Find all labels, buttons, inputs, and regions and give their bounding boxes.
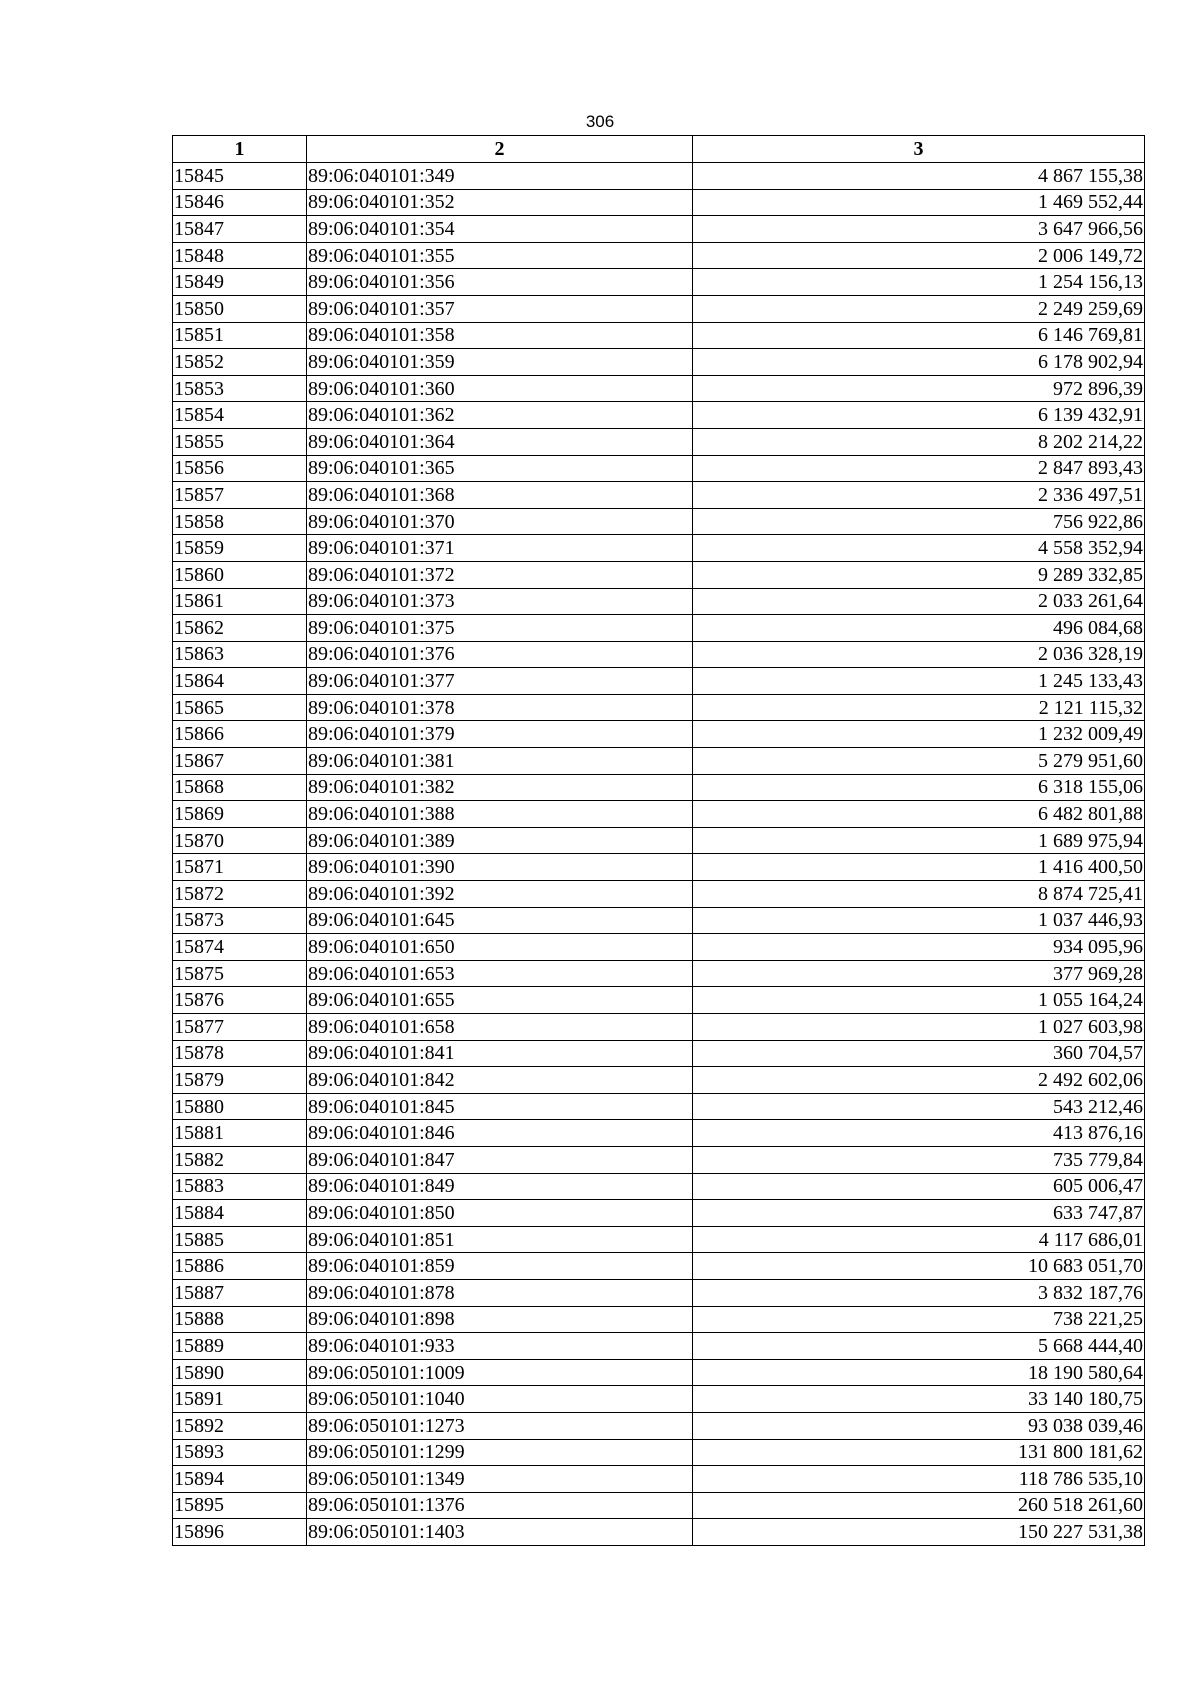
table-row: [173, 694, 1145, 721]
row-number-cell: 15858: [173, 508, 307, 535]
cadastral-number-cell: 89:06:040101:365: [307, 455, 693, 482]
cadastral-number-cell: 89:06:040101:377: [307, 668, 693, 695]
cadastral-number-cell: 89:06:050101:1403: [307, 1519, 693, 1546]
table-row: [173, 1492, 1145, 1519]
value-cell: 3 832 187,76: [693, 1279, 1145, 1306]
cadastral-value-table: [172, 135, 1145, 1546]
value-cell: 93 038 039,46: [693, 1412, 1145, 1439]
row-number-cell: 15860: [173, 561, 307, 588]
cadastral-number-cell: 89:06:040101:658: [307, 1014, 693, 1041]
cadastral-number-cell: 89:06:040101:368: [307, 482, 693, 509]
cadastral-number-cell: 89:06:050101:1040: [307, 1386, 693, 1413]
cadastral-number-cell: 89:06:040101:389: [307, 827, 693, 854]
row-number-cell: 15878: [173, 1040, 307, 1067]
table-row: [173, 907, 1145, 934]
cadastral-number-cell: 89:06:040101:655: [307, 987, 693, 1014]
table-row: [173, 1386, 1145, 1413]
table-row: [173, 854, 1145, 881]
value-cell: 2 036 328,19: [693, 641, 1145, 668]
table-row: [173, 1306, 1145, 1333]
row-number-cell: 15866: [173, 721, 307, 748]
table-row: [173, 216, 1145, 243]
cadastral-number-cell: 89:06:040101:370: [307, 508, 693, 535]
table-row: [173, 295, 1145, 322]
row-number-cell: 15849: [173, 269, 307, 296]
value-cell: 2 847 893,43: [693, 455, 1145, 482]
value-cell: 8 202 214,22: [693, 428, 1145, 455]
table-row: [173, 774, 1145, 801]
table-row: [173, 1093, 1145, 1120]
cadastral-number-cell: 89:06:040101:645: [307, 907, 693, 934]
table-row: [173, 721, 1145, 748]
table-row: [173, 322, 1145, 349]
row-number-cell: 15845: [173, 163, 307, 190]
table-row: [173, 1040, 1145, 1067]
row-number-cell: 15889: [173, 1333, 307, 1360]
value-cell: 5 279 951,60: [693, 748, 1145, 775]
row-number-cell: 15854: [173, 402, 307, 429]
value-cell: 6 318 155,06: [693, 774, 1145, 801]
row-number-cell: 15851: [173, 322, 307, 349]
cadastral-number-cell: 89:06:040101:841: [307, 1040, 693, 1067]
row-number-cell: 15868: [173, 774, 307, 801]
table-row: [173, 934, 1145, 961]
cadastral-number-cell: 89:06:050101:1009: [307, 1359, 693, 1386]
cadastral-number-cell: 89:06:040101:653: [307, 960, 693, 987]
value-cell: 150 227 531,38: [693, 1519, 1145, 1546]
cadastral-number-cell: 89:06:040101:851: [307, 1226, 693, 1253]
row-number-cell: 15871: [173, 854, 307, 881]
table-row: [173, 1200, 1145, 1227]
value-cell: 10 683 051,70: [693, 1253, 1145, 1280]
table-row: [173, 402, 1145, 429]
row-number-cell: 15862: [173, 615, 307, 642]
cadastral-number-cell: 89:06:040101:859: [307, 1253, 693, 1280]
value-cell: 8 874 725,41: [693, 881, 1145, 908]
table-row: [173, 1279, 1145, 1306]
table-row: [173, 1466, 1145, 1493]
cadastral-number-cell: 89:06:050101:1349: [307, 1466, 693, 1493]
row-number-cell: 15896: [173, 1519, 307, 1546]
row-number-cell: 15867: [173, 748, 307, 775]
value-cell: 4 867 155,38: [693, 163, 1145, 190]
value-cell: 6 139 432,91: [693, 402, 1145, 429]
page-number: 306: [585, 112, 615, 131]
row-number-cell: 15892: [173, 1412, 307, 1439]
row-number-cell: 15856: [173, 455, 307, 482]
cadastral-number-cell: 89:06:040101:381: [307, 748, 693, 775]
cadastral-number-cell: 89:06:040101:850: [307, 1200, 693, 1227]
row-number-cell: 15885: [173, 1226, 307, 1253]
table-row: [173, 482, 1145, 509]
table-row: [173, 987, 1145, 1014]
value-cell: 6 178 902,94: [693, 349, 1145, 376]
cadastral-number-cell: 89:06:050101:1376: [307, 1492, 693, 1519]
value-cell: 2 006 149,72: [693, 242, 1145, 269]
table-header-row: [173, 136, 1145, 163]
cadastral-number-cell: 89:06:040101:847: [307, 1146, 693, 1173]
table-row: [173, 1333, 1145, 1360]
cadastral-number-cell: 89:06:040101:355: [307, 242, 693, 269]
row-number-cell: 15848: [173, 242, 307, 269]
cadastral-number-cell: 89:06:040101:362: [307, 402, 693, 429]
row-number-cell: 15880: [173, 1093, 307, 1120]
value-cell: 9 289 332,85: [693, 561, 1145, 588]
value-cell: 2 492 602,06: [693, 1067, 1145, 1094]
row-number-cell: 15857: [173, 482, 307, 509]
row-number-cell: 15891: [173, 1386, 307, 1413]
table-row: [173, 349, 1145, 376]
value-cell: 1 254 156,13: [693, 269, 1145, 296]
table-row: [173, 1120, 1145, 1147]
cadastral-number-cell: 89:06:040101:842: [307, 1067, 693, 1094]
table-row: [173, 960, 1145, 987]
table-row: [173, 375, 1145, 402]
table-row: [173, 1146, 1145, 1173]
cadastral-number-cell: 89:06:040101:360: [307, 375, 693, 402]
table-row: [173, 827, 1145, 854]
cadastral-number-cell: 89:06:040101:376: [307, 641, 693, 668]
row-number-cell: 15874: [173, 934, 307, 961]
row-number-cell: 15876: [173, 987, 307, 1014]
value-cell: 1 037 446,93: [693, 907, 1145, 934]
cadastral-number-cell: 89:06:040101:354: [307, 216, 693, 243]
table-row: [173, 588, 1145, 615]
value-cell: 18 190 580,64: [693, 1359, 1145, 1386]
table-row: [173, 163, 1145, 190]
cadastral-number-cell: 89:06:040101:349: [307, 163, 693, 190]
row-number-cell: 15864: [173, 668, 307, 695]
cadastral-number-cell: 89:06:050101:1299: [307, 1439, 693, 1466]
cadastral-number-cell: 89:06:040101:845: [307, 1093, 693, 1120]
cadastral-number-cell: 89:06:040101:846: [307, 1120, 693, 1147]
row-number-cell: 15855: [173, 428, 307, 455]
value-cell: 1 469 552,44: [693, 189, 1145, 216]
column-header-2: 2: [307, 136, 693, 163]
cadastral-number-cell: 89:06:040101:356: [307, 269, 693, 296]
cadastral-number-cell: 89:06:040101:373: [307, 588, 693, 615]
row-number-cell: 15894: [173, 1466, 307, 1493]
table-row: [173, 1519, 1145, 1546]
value-cell: 6 146 769,81: [693, 322, 1145, 349]
table-row: [173, 748, 1145, 775]
row-number-cell: 15847: [173, 216, 307, 243]
row-number-cell: 15879: [173, 1067, 307, 1094]
value-cell: 4 117 686,01: [693, 1226, 1145, 1253]
cadastral-number-cell: 89:06:040101:379: [307, 721, 693, 748]
cadastral-number-cell: 89:06:040101:382: [307, 774, 693, 801]
cadastral-number-cell: 89:06:040101:933: [307, 1333, 693, 1360]
table-row: [173, 242, 1145, 269]
row-number-cell: 15895: [173, 1492, 307, 1519]
table-body: [173, 163, 1145, 1546]
cadastral-number-cell: 89:06:040101:388: [307, 801, 693, 828]
table-row: [173, 1412, 1145, 1439]
row-number-cell: 15882: [173, 1146, 307, 1173]
row-number-cell: 15863: [173, 641, 307, 668]
row-number-cell: 15884: [173, 1200, 307, 1227]
table-row: [173, 189, 1145, 216]
cadastral-number-cell: 89:06:040101:359: [307, 349, 693, 376]
row-number-cell: 15865: [173, 694, 307, 721]
table-row: [173, 561, 1145, 588]
value-cell: 756 922,86: [693, 508, 1145, 535]
value-cell: 1 055 164,24: [693, 987, 1145, 1014]
column-header-3: 3: [693, 136, 1145, 163]
table-row: [173, 641, 1145, 668]
table-row: [173, 455, 1145, 482]
cadastral-number-cell: 89:06:040101:898: [307, 1306, 693, 1333]
value-cell: 1 416 400,50: [693, 854, 1145, 881]
row-number-cell: 15887: [173, 1279, 307, 1306]
cadastral-number-cell: 89:06:040101:352: [307, 189, 693, 216]
value-cell: 543 212,46: [693, 1093, 1145, 1120]
value-cell: 1 232 009,49: [693, 721, 1145, 748]
value-cell: 6 482 801,88: [693, 801, 1145, 828]
table-row: [173, 881, 1145, 908]
cadastral-number-cell: 89:06:040101:390: [307, 854, 693, 881]
value-cell: 2 336 497,51: [693, 482, 1145, 509]
row-number-cell: 15861: [173, 588, 307, 615]
row-number-cell: 15886: [173, 1253, 307, 1280]
value-cell: 1 027 603,98: [693, 1014, 1145, 1041]
value-cell: 605 006,47: [693, 1173, 1145, 1200]
row-number-cell: 15875: [173, 960, 307, 987]
value-cell: 260 518 261,60: [693, 1492, 1145, 1519]
row-number-cell: 15888: [173, 1306, 307, 1333]
value-cell: 934 095,96: [693, 934, 1145, 961]
table-row: [173, 269, 1145, 296]
column-header-1: 1: [173, 136, 307, 163]
row-number-cell: 15881: [173, 1120, 307, 1147]
value-cell: 972 896,39: [693, 375, 1145, 402]
table-row: [173, 1067, 1145, 1094]
cadastral-number-cell: 89:06:040101:650: [307, 934, 693, 961]
value-cell: 633 747,87: [693, 1200, 1145, 1227]
row-number-cell: 15859: [173, 535, 307, 562]
table-row: [173, 1439, 1145, 1466]
value-cell: 2 249 259,69: [693, 295, 1145, 322]
row-number-cell: 15846: [173, 189, 307, 216]
cadastral-number-cell: 89:06:040101:364: [307, 428, 693, 455]
table-row: [173, 1359, 1145, 1386]
value-cell: 118 786 535,10: [693, 1466, 1145, 1493]
cadastral-number-cell: 89:06:040101:378: [307, 694, 693, 721]
cadastral-number-cell: 89:06:040101:392: [307, 881, 693, 908]
value-cell: 1 245 133,43: [693, 668, 1145, 695]
table-row: [173, 801, 1145, 828]
table-row: [173, 508, 1145, 535]
cadastral-number-cell: 89:06:050101:1273: [307, 1412, 693, 1439]
cadastral-number-cell: 89:06:040101:375: [307, 615, 693, 642]
row-number-cell: 15872: [173, 881, 307, 908]
row-number-cell: 15893: [173, 1439, 307, 1466]
value-cell: 5 668 444,40: [693, 1333, 1145, 1360]
row-number-cell: 15850: [173, 295, 307, 322]
row-number-cell: 15883: [173, 1173, 307, 1200]
value-cell: 131 800 181,62: [693, 1439, 1145, 1466]
row-number-cell: 15870: [173, 827, 307, 854]
table-row: [173, 1173, 1145, 1200]
cadastral-number-cell: 89:06:040101:849: [307, 1173, 693, 1200]
value-cell: 3 647 966,56: [693, 216, 1145, 243]
value-cell: 738 221,25: [693, 1306, 1145, 1333]
cadastral-number-cell: 89:06:040101:371: [307, 535, 693, 562]
row-number-cell: 15877: [173, 1014, 307, 1041]
cadastral-number-cell: 89:06:040101:878: [307, 1279, 693, 1306]
value-cell: 377 969,28: [693, 960, 1145, 987]
value-cell: 413 876,16: [693, 1120, 1145, 1147]
table-row: [173, 1226, 1145, 1253]
value-cell: 1 689 975,94: [693, 827, 1145, 854]
table-row: [173, 668, 1145, 695]
table-row: [173, 615, 1145, 642]
value-cell: 360 704,57: [693, 1040, 1145, 1067]
value-cell: 496 084,68: [693, 615, 1145, 642]
row-number-cell: 15852: [173, 349, 307, 376]
value-cell: 33 140 180,75: [693, 1386, 1145, 1413]
value-cell: 4 558 352,94: [693, 535, 1145, 562]
table-row: [173, 1253, 1145, 1280]
value-cell: 2 121 115,32: [693, 694, 1145, 721]
value-cell: 735 779,84: [693, 1146, 1145, 1173]
cadastral-number-cell: 89:06:040101:357: [307, 295, 693, 322]
row-number-cell: 15873: [173, 907, 307, 934]
table-row: [173, 1014, 1145, 1041]
row-number-cell: 15869: [173, 801, 307, 828]
cadastral-number-cell: 89:06:040101:372: [307, 561, 693, 588]
row-number-cell: 15853: [173, 375, 307, 402]
row-number-cell: 15890: [173, 1359, 307, 1386]
value-cell: 2 033 261,64: [693, 588, 1145, 615]
table-row: [173, 428, 1145, 455]
cadastral-number-cell: 89:06:040101:358: [307, 322, 693, 349]
table-row: [173, 535, 1145, 562]
